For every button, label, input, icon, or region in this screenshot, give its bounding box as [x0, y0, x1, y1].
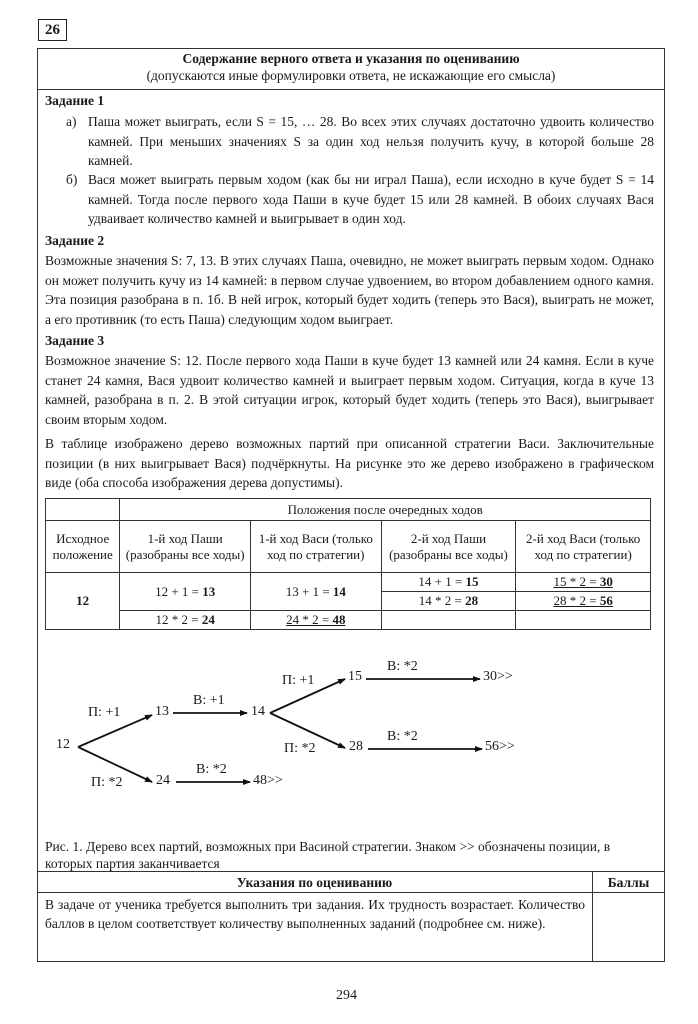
task1-title: Задание 1 — [45, 93, 105, 108]
column-header: 2-й ход Паши (разобраны все ходы) — [381, 521, 516, 573]
tree-node-final: 56>> — [485, 739, 515, 754]
task3-text: Возможное значение S: 12. После первого хода Паши в куче будет 13 камней или 24 камня. Если в куче станет 24 камня, Вася удвоит количество камней и выиграет первым ходом. Ситуация, когда в куче 13 камней, разобрана в п. 2. В этой ситуации игрок, который будет ходить (теперь это Вася), выигрывает своим вторым ходом. — [45, 353, 654, 427]
edge-label: П: *2 — [284, 741, 316, 756]
scoring-header-divider — [37, 892, 665, 893]
scoring-top-divider — [37, 871, 665, 872]
edge-label: П: +1 — [88, 705, 121, 720]
group-header: Положения после очередных ходов — [120, 499, 651, 521]
edge-label: В: *2 — [387, 659, 418, 674]
item-text: Вася может выиграть первым ходом (как бы ни играл Паша), если исходно в куче будет S = 14 камней. Тогда после первого хода Паши в куче будет 15 или 28 камней. В обоих случаях Вася удваивает количество камней и выигрывает в один ход. — [88, 172, 654, 226]
edge-label: В: *2 — [387, 729, 418, 744]
start-cell: 12 — [46, 573, 120, 630]
table-cell-final: 28 * 2 = 56 — [516, 592, 651, 611]
table-cell-final: 15 * 2 = 30 — [516, 573, 651, 592]
page-number: 294 — [336, 988, 357, 1003]
item-label: б) — [66, 172, 78, 187]
task2-title: Задание 2 — [45, 233, 105, 248]
points-column-divider — [592, 871, 593, 962]
table-cell: 12 + 1 = 13 — [120, 573, 251, 611]
header-subtitle: (допускаются иные формулировки ответа, не искажающие его смысла) — [146, 68, 556, 83]
header-title: Содержание верного ответа и указания по оцениванию — [182, 51, 520, 66]
figure-caption: Рис. 1. Дерево всех партий, возможных при Васиной стратегии. Знаком >> обозначены позиции, в которых партия заканчивается — [45, 839, 611, 871]
column-header: 1-й ход Васи (только ход по стратегии) — [251, 521, 382, 573]
task3-title: Задание 3 — [45, 333, 105, 348]
tree-node-final: 48>> — [253, 773, 283, 788]
tree-node: 28 — [349, 739, 363, 754]
table-intro: В таблице изображено дерево возможных партий при описанной стратегии Васи. Заключительные позиции (в них выигрывает Вася) подчёркнуты. На рисунке это же дерево изображено в графическом виде (оба способа изображения дерева допустимы). — [45, 436, 654, 490]
column-header: 1-й ход Паши (разобраны все ходы) — [120, 521, 251, 573]
column-header: 2-й ход Васи (только ход по стратегии) — [516, 521, 651, 573]
scoring-text: В задаче от ученика требуется выполнить три задания. Их трудность возрастает. Количество баллов в целом соответствует количеству выполненных заданий (подробнее см. ниже). — [45, 897, 585, 931]
table-cell-final: 24 * 2 = 48 — [251, 611, 382, 630]
tree-node: 14 — [251, 704, 265, 719]
tree-node-final: 30>> — [483, 669, 513, 684]
task2-text: Возможные значения S: 7, 13. В этих случаях Паша, очевидно, не может выиграть первым ходом. Однако он может получить кучу из 14 камней: в первом случае удвоением, во втором добавлением одного камня. Эта позиция разобрана в п. 1б. В ней игрок, который будет ходить (теперь это Вася), выиграть не может, а его противник (то есть Паша) следующим ходом выиграет. — [45, 253, 654, 327]
column-header: Исходное положение — [46, 521, 120, 573]
tree-node: 12 — [56, 737, 70, 752]
table-cell: 14 * 2 = 28 — [381, 592, 516, 611]
table-cell: 14 + 1 = 15 — [381, 573, 516, 592]
table-cell: 12 * 2 = 24 — [120, 611, 251, 630]
item-text: Паша может выиграть, если S = 15, … 28. Во всех этих случаях достаточно удвоить количество камней. При меньших значениях S за один ход нельзя получить кучу, в которой больше 28 камней. — [88, 114, 654, 168]
edge-label: П: +1 — [282, 673, 315, 688]
tree-node: 15 — [348, 669, 362, 684]
points-header: Баллы — [607, 875, 650, 890]
table-cell: 13 + 1 = 14 — [251, 573, 382, 611]
edge-label: П: *2 — [91, 775, 123, 790]
scoring-header: Указания по оцениванию — [236, 875, 393, 890]
item-label: а) — [66, 114, 77, 129]
edge-label: В: *2 — [196, 762, 227, 777]
tree-node: 13 — [155, 704, 169, 719]
edge-label: В: +1 — [193, 693, 225, 708]
task-number: 26 — [38, 19, 67, 41]
tree-node: 24 — [156, 773, 170, 788]
